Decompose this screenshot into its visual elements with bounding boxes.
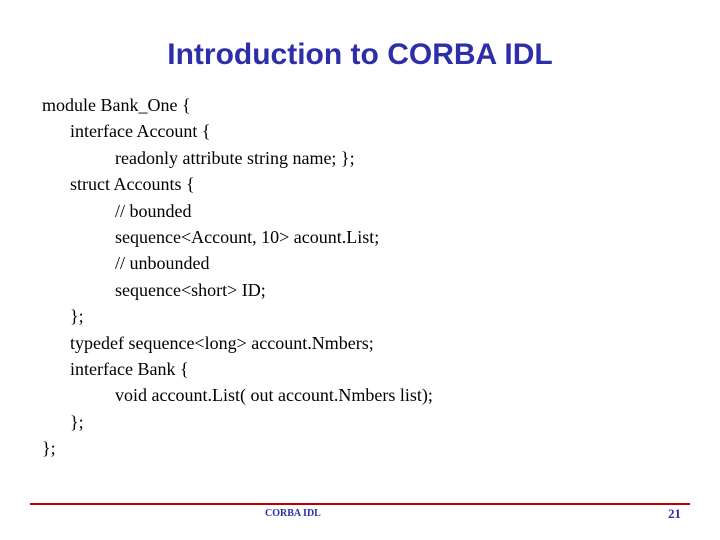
code-line: }; bbox=[70, 411, 84, 432]
code-line: interface Account { bbox=[70, 121, 211, 142]
slide-title: Introduction to CORBA IDL bbox=[167, 38, 553, 71]
footer-divider bbox=[30, 503, 690, 505]
code-line: // unbounded bbox=[115, 253, 210, 274]
code-line: void account.List( out account.Nmbers list); bbox=[115, 385, 433, 406]
code-line: }; bbox=[42, 438, 56, 459]
footer-label: CORBA IDL bbox=[265, 508, 321, 519]
code-line: sequence<short> ID; bbox=[115, 279, 266, 300]
code-line: module Bank_One { bbox=[42, 95, 191, 115]
code-line: }; bbox=[70, 306, 84, 327]
code-line: sequence<Account, 10> acount.List; bbox=[115, 226, 380, 247]
code-line: struct Accounts { bbox=[70, 174, 195, 195]
code-line: interface Bank { bbox=[70, 358, 189, 379]
idl-code-block bbox=[42, 92, 702, 461]
code-line: // bounded bbox=[115, 200, 192, 221]
code-line: readonly attribute string name; }; bbox=[115, 147, 355, 168]
page-number: 21 bbox=[668, 506, 681, 521]
code-line: typedef sequence<long> account.Nmbers; bbox=[70, 332, 374, 353]
